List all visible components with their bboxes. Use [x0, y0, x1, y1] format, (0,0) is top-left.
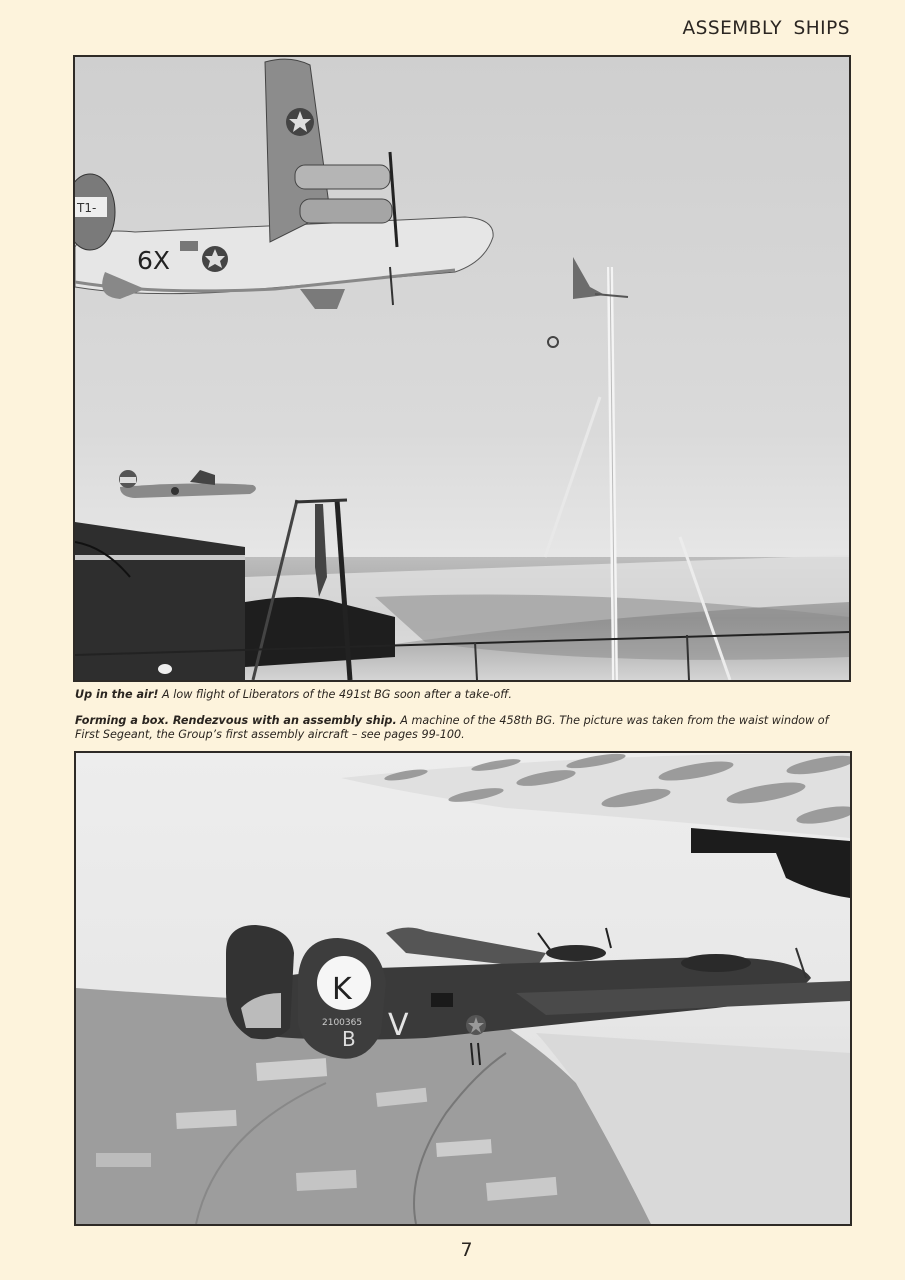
tail-sub-letter: B [342, 1027, 356, 1051]
photo-liberators-low-flight [73, 55, 851, 682]
tail-band-text: T1- [77, 201, 97, 215]
page-number: 7 [460, 1239, 473, 1261]
running-head-title: ASSEMBLY SHIPS [682, 18, 850, 39]
photo-assembly-formation [74, 751, 852, 1226]
caption-bottom-photo [75, 714, 855, 742]
fuselage-code: 6X [137, 246, 171, 275]
tail-serial: 2100365 [322, 1018, 363, 1028]
fuselage-letter: V [388, 1008, 409, 1043]
caption-bottom-lead: Forming a box. Rendezvous with an assembly ship. [75, 714, 397, 727]
caption-top-lead: Up in the air! [75, 688, 159, 701]
photo-assembly-formation-image [76, 753, 850, 1224]
caption-top-photo [75, 688, 855, 702]
caption-top-body: A low flight of Liberators of the 491st BG soon after a take-off. [158, 688, 512, 701]
hangar-building [75, 522, 245, 680]
tail-letter: K [332, 972, 352, 1007]
caption-bottom-body: A machine of the 458th BG. The picture was taken from the waist window of First Segeant, the Group’s first assembly aircraft – see pages 99-100. [75, 714, 829, 741]
photo-liberators-low-flight-image [75, 57, 849, 680]
